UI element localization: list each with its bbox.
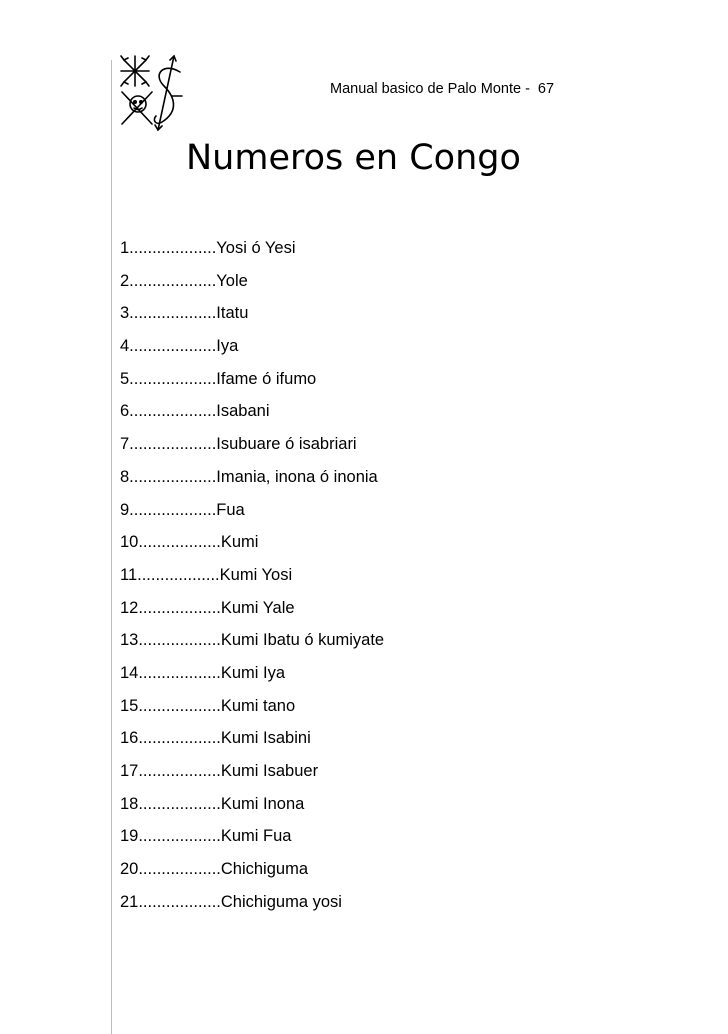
palo-monte-firma-icon <box>118 52 190 132</box>
list-item: 19..................Kumi Fua <box>120 827 292 846</box>
list-item: 13..................Kumi Ibatu ó kumiyate <box>120 631 385 650</box>
running-header <box>330 81 554 97</box>
list-item: 9...................Fua <box>120 500 245 519</box>
running-title: Manual basico de Palo Monte - <box>330 81 530 97</box>
congo-numbers-list <box>120 236 384 922</box>
list-item: 2...................Yole <box>120 271 248 290</box>
list-item: 6...................Isabani <box>120 402 270 421</box>
page-number: 67 <box>537 81 555 97</box>
list-item: 16..................Kumi Isabini <box>120 729 311 748</box>
page-title: Numeros en Congo <box>186 138 521 178</box>
list-item: 10..................Kumi <box>120 533 259 552</box>
list-item: 20..................Chichiguma <box>120 860 308 879</box>
list-item: 11..................Kumi Yosi <box>120 565 293 584</box>
list-item: 4...................Iya <box>120 337 239 356</box>
list-item: 5...................Ifame ó ifumo <box>120 369 317 388</box>
left-margin-rule <box>111 60 112 1034</box>
list-item: 18..................Kumi Inona <box>120 794 305 813</box>
list-item: 15..................Kumi tano <box>120 696 296 715</box>
list-item: 21..................Chichiguma yosi <box>120 892 342 911</box>
list-item: 12..................Kumi Yale <box>120 598 295 617</box>
list-item: 1...................Yosi ó Yesi <box>120 239 296 257</box>
list-item: 3...................Itatu <box>120 304 249 323</box>
list-item: 14..................Kumi Iya <box>120 663 286 682</box>
list-item: 7...................Isubuare ó isabriari <box>120 435 357 454</box>
list-item: 8...................Imania, inona ó inonia <box>120 467 378 486</box>
list-item: 17..................Kumi Isabuer <box>120 762 319 780</box>
